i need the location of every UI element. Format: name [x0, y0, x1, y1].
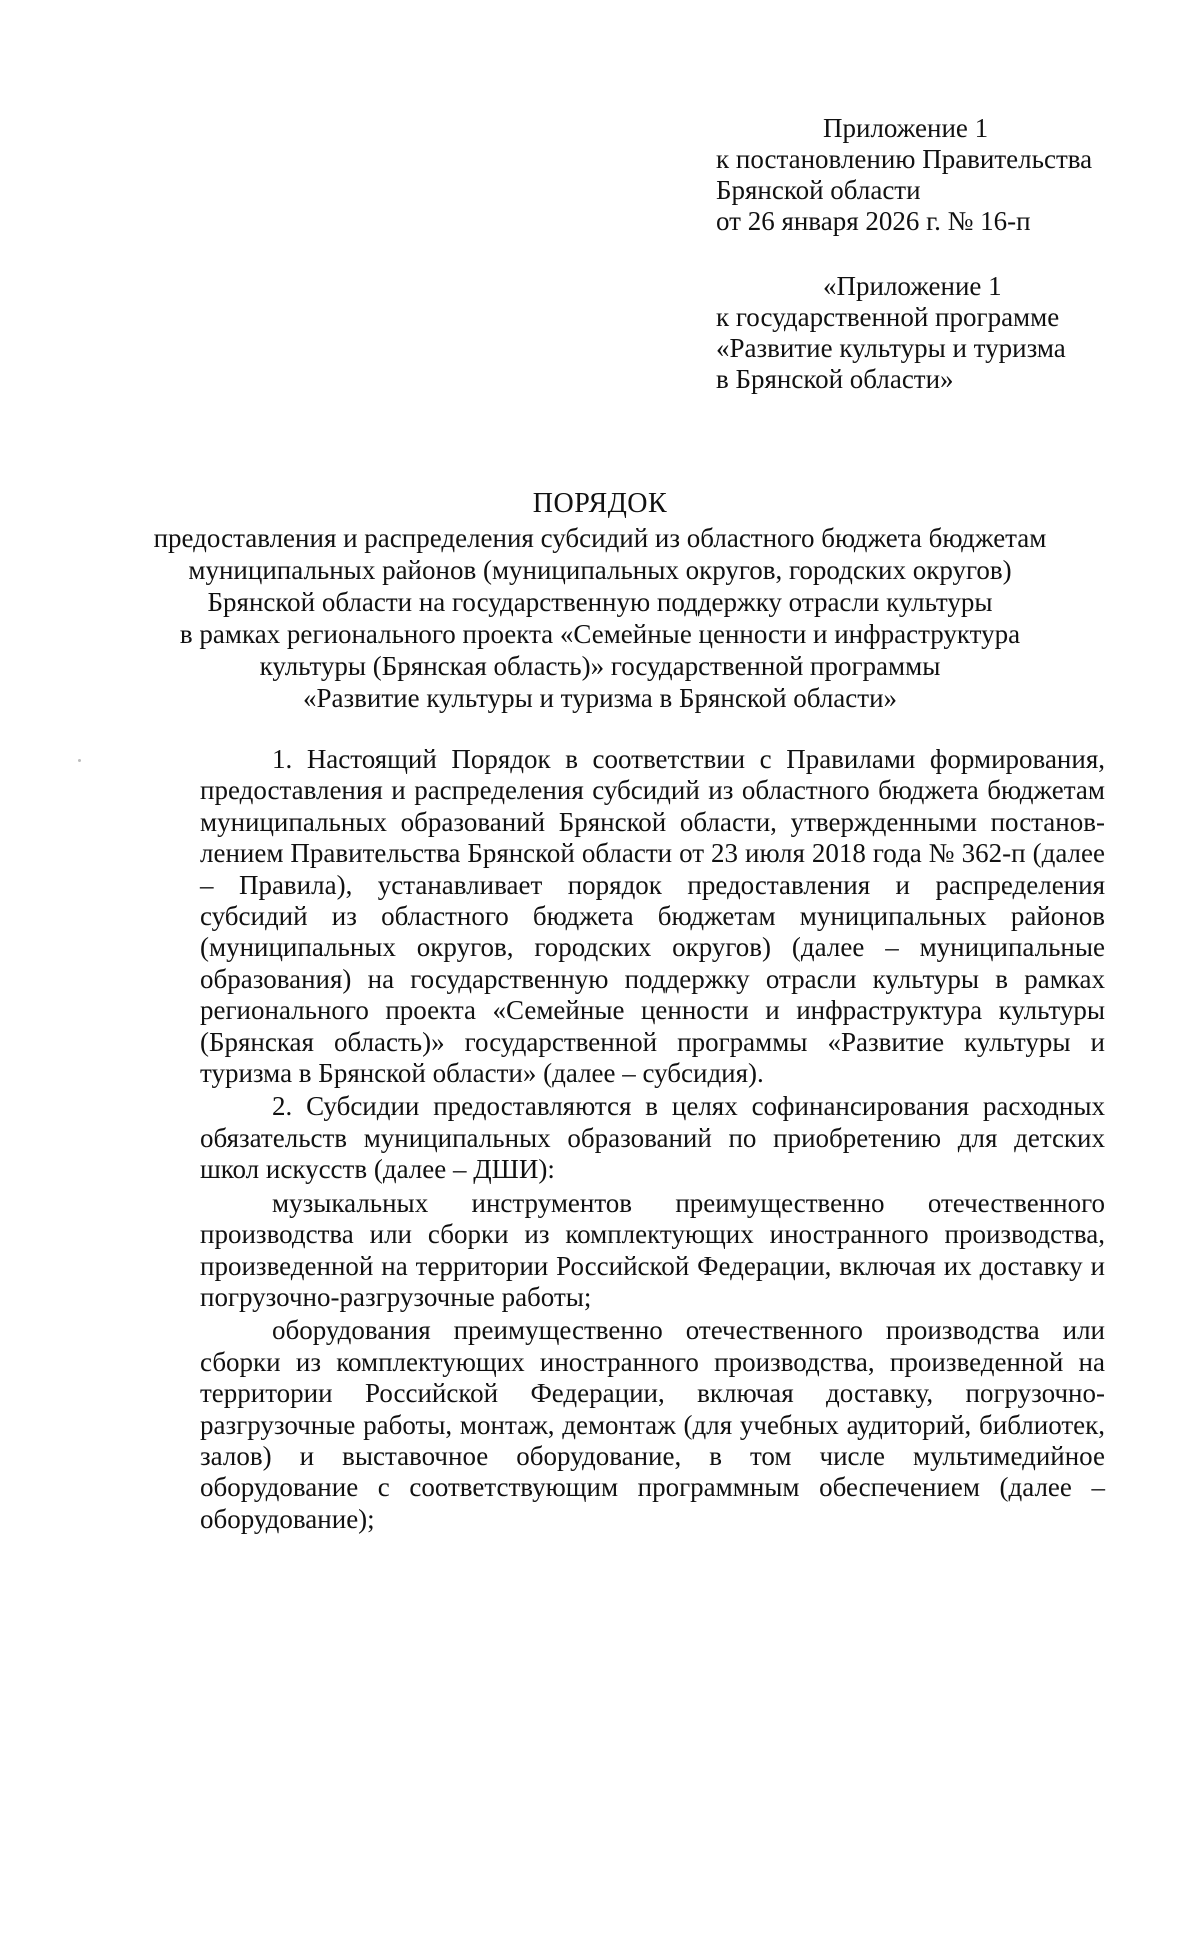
appendix-header-line: к постановлению Правительства — [716, 144, 1093, 174]
appendix-header-line: Брянской области — [716, 175, 921, 205]
appendix-program-line: «Развитие культуры и туризма — [716, 333, 1066, 363]
document-title: ПОРЯДОК — [532, 488, 668, 519]
appendix-program-line: к государственной программе — [716, 302, 1060, 332]
appendix-header — [716, 113, 1092, 237]
paragraph-2: 2. Субсидии предоставляются в целях софинансирования расходных обязательств муниципальных образований по приобретению для детских школ искусств (далее – ДШИ): — [200, 1091, 1105, 1185]
subtitle-line: Брянской области на государственную поддержку отрасли культуры — [207, 587, 993, 617]
appendix-header-line: от 26 января 2026 г. № 16-п — [716, 206, 1031, 236]
appendix-program — [716, 271, 1066, 395]
subtitle-line: в рамках регионального проекта «Семейные ценности и инфраструктура — [179, 619, 1021, 649]
subtitle-line: муниципальных районов (муниципальных округов, городских округов) — [188, 555, 1012, 585]
appendix-program-line: в Брянской области» — [716, 364, 954, 394]
appendix-header-line: Приложение 1 — [823, 113, 989, 143]
scan-speck — [78, 759, 81, 762]
paragraph-equipment: оборудования преимущественно отечественного производства или сборки из комплектующих иностранного производства, произведенной на территории Российской Федерации, включая доставку, погрузочно-разгрузочные работы, монтаж, демонтаж (для учебных аудиторий, библиотек, залов) и выставочное оборудование, в том числе мультимедийное оборудование с соответствующим программным обеспечением (далее – оборудование); — [200, 1315, 1105, 1534]
subtitle-line: «Развитие культуры и туризма в Брянской области» — [302, 683, 898, 713]
paragraph-1: 1. Настоящий Порядок в соответствии с Правилами формирования, предоставления и распределения субсидий из областного бюджета бюджетам муниципальных образований Брянской области, утвержденными постановлением Правительства Брянской области от 23 июля 2018 года № 362-п (далее – Правила), устанавливает порядок предоставления и распределения субсидий из областного бюджета бюджетам муниципальных районов (муниципальных округов, городских округов) (далее – муниципальные образования) на государственную поддержку отрасли культуры в рамках регионального проекта «Семейные ценности и инфраструктура культуры (Брянская область)» государственной программы «Развитие культуры и туризма в Брянской области» (далее – субсидия). — [200, 744, 1105, 1089]
document-subtitle — [150, 522, 1050, 714]
document-body — [200, 744, 1105, 1535]
paragraph-instruments: музыкальных инструментов преимущественно отечественного производства или сборки из комплектующих иностранного производства, произведенной на территории Российской Федерации, включая их доставку и погрузочно-разгрузочные работы; — [200, 1187, 1105, 1312]
subtitle-line: культуры (Брянская область)» государственной программы — [259, 651, 941, 681]
subtitle-line: предоставления и распределения субсидий из областного бюджета бюджетам — [153, 523, 1047, 553]
appendix-program-line: «Приложение 1 — [823, 271, 1002, 301]
